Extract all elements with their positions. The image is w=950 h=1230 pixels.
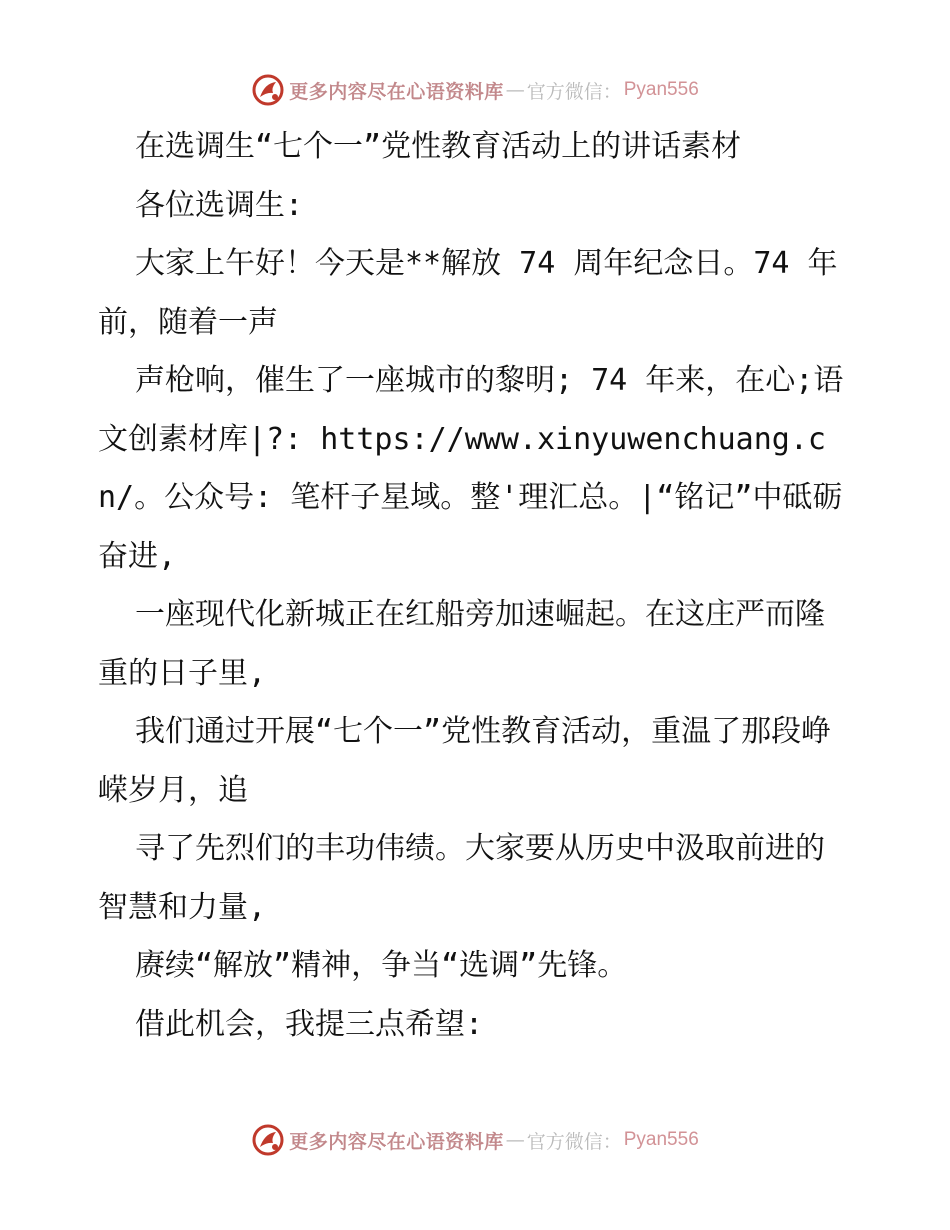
brush-seal-logo-icon bbox=[251, 1123, 285, 1157]
banner-wechat-id: Pyan556 bbox=[623, 79, 699, 100]
body-paragraph: 寻了先烈们的丰功伟绩。大家要从历史中汲取前进的智慧和力量, bbox=[98, 831, 825, 925]
banner-separator: — bbox=[505, 1129, 525, 1151]
brush-seal-logo-icon bbox=[251, 73, 285, 107]
body-paragraph: 我们通过开展“七个一”党性教育活动，重温了那段峥嵘岁月，追 bbox=[98, 714, 832, 808]
banner-wechat-id: Pyan556 bbox=[623, 1129, 699, 1150]
body-paragraph: 赓续“解放”精神，争当“选调”先锋。 bbox=[135, 948, 628, 983]
body-paragraph: 大家上午好！今天是**解放 74 周年纪念日。74 年前，随着一声 bbox=[98, 246, 838, 340]
body-paragraph: 一座现代化新城正在红船旁加速崛起。在这庄严而隆重的日子里, bbox=[98, 597, 825, 691]
body-paragraph: 声枪响，催生了一座城市的黎明; 74 年来，在心;语文创素材库|?: https://www.xinyuwenchuang.cn/。公众号: 笔杆子星域。整'理汇总。|“铭记”中砥砺奋进, bbox=[98, 363, 844, 574]
banner-library-text: 更多内容尽在心语资料库 bbox=[289, 80, 504, 103]
banner-wechat-label: 官方微信： bbox=[526, 80, 622, 103]
header-watermark-banner bbox=[0, 70, 950, 110]
banner-wechat-label: 官方微信： bbox=[526, 1130, 622, 1153]
banner-library-text: 更多内容尽在心语资料库 bbox=[289, 1130, 504, 1153]
footer-watermark-banner bbox=[0, 1120, 950, 1160]
banner-separator: — bbox=[505, 79, 525, 101]
document-title: 在选调生“七个一”党性教育活动上的讲话素材 bbox=[135, 129, 742, 164]
document-body bbox=[98, 118, 850, 1054]
body-paragraph: 借此机会，我提三点希望: bbox=[135, 1006, 484, 1042]
salutation: 各位选调生: bbox=[135, 187, 304, 223]
